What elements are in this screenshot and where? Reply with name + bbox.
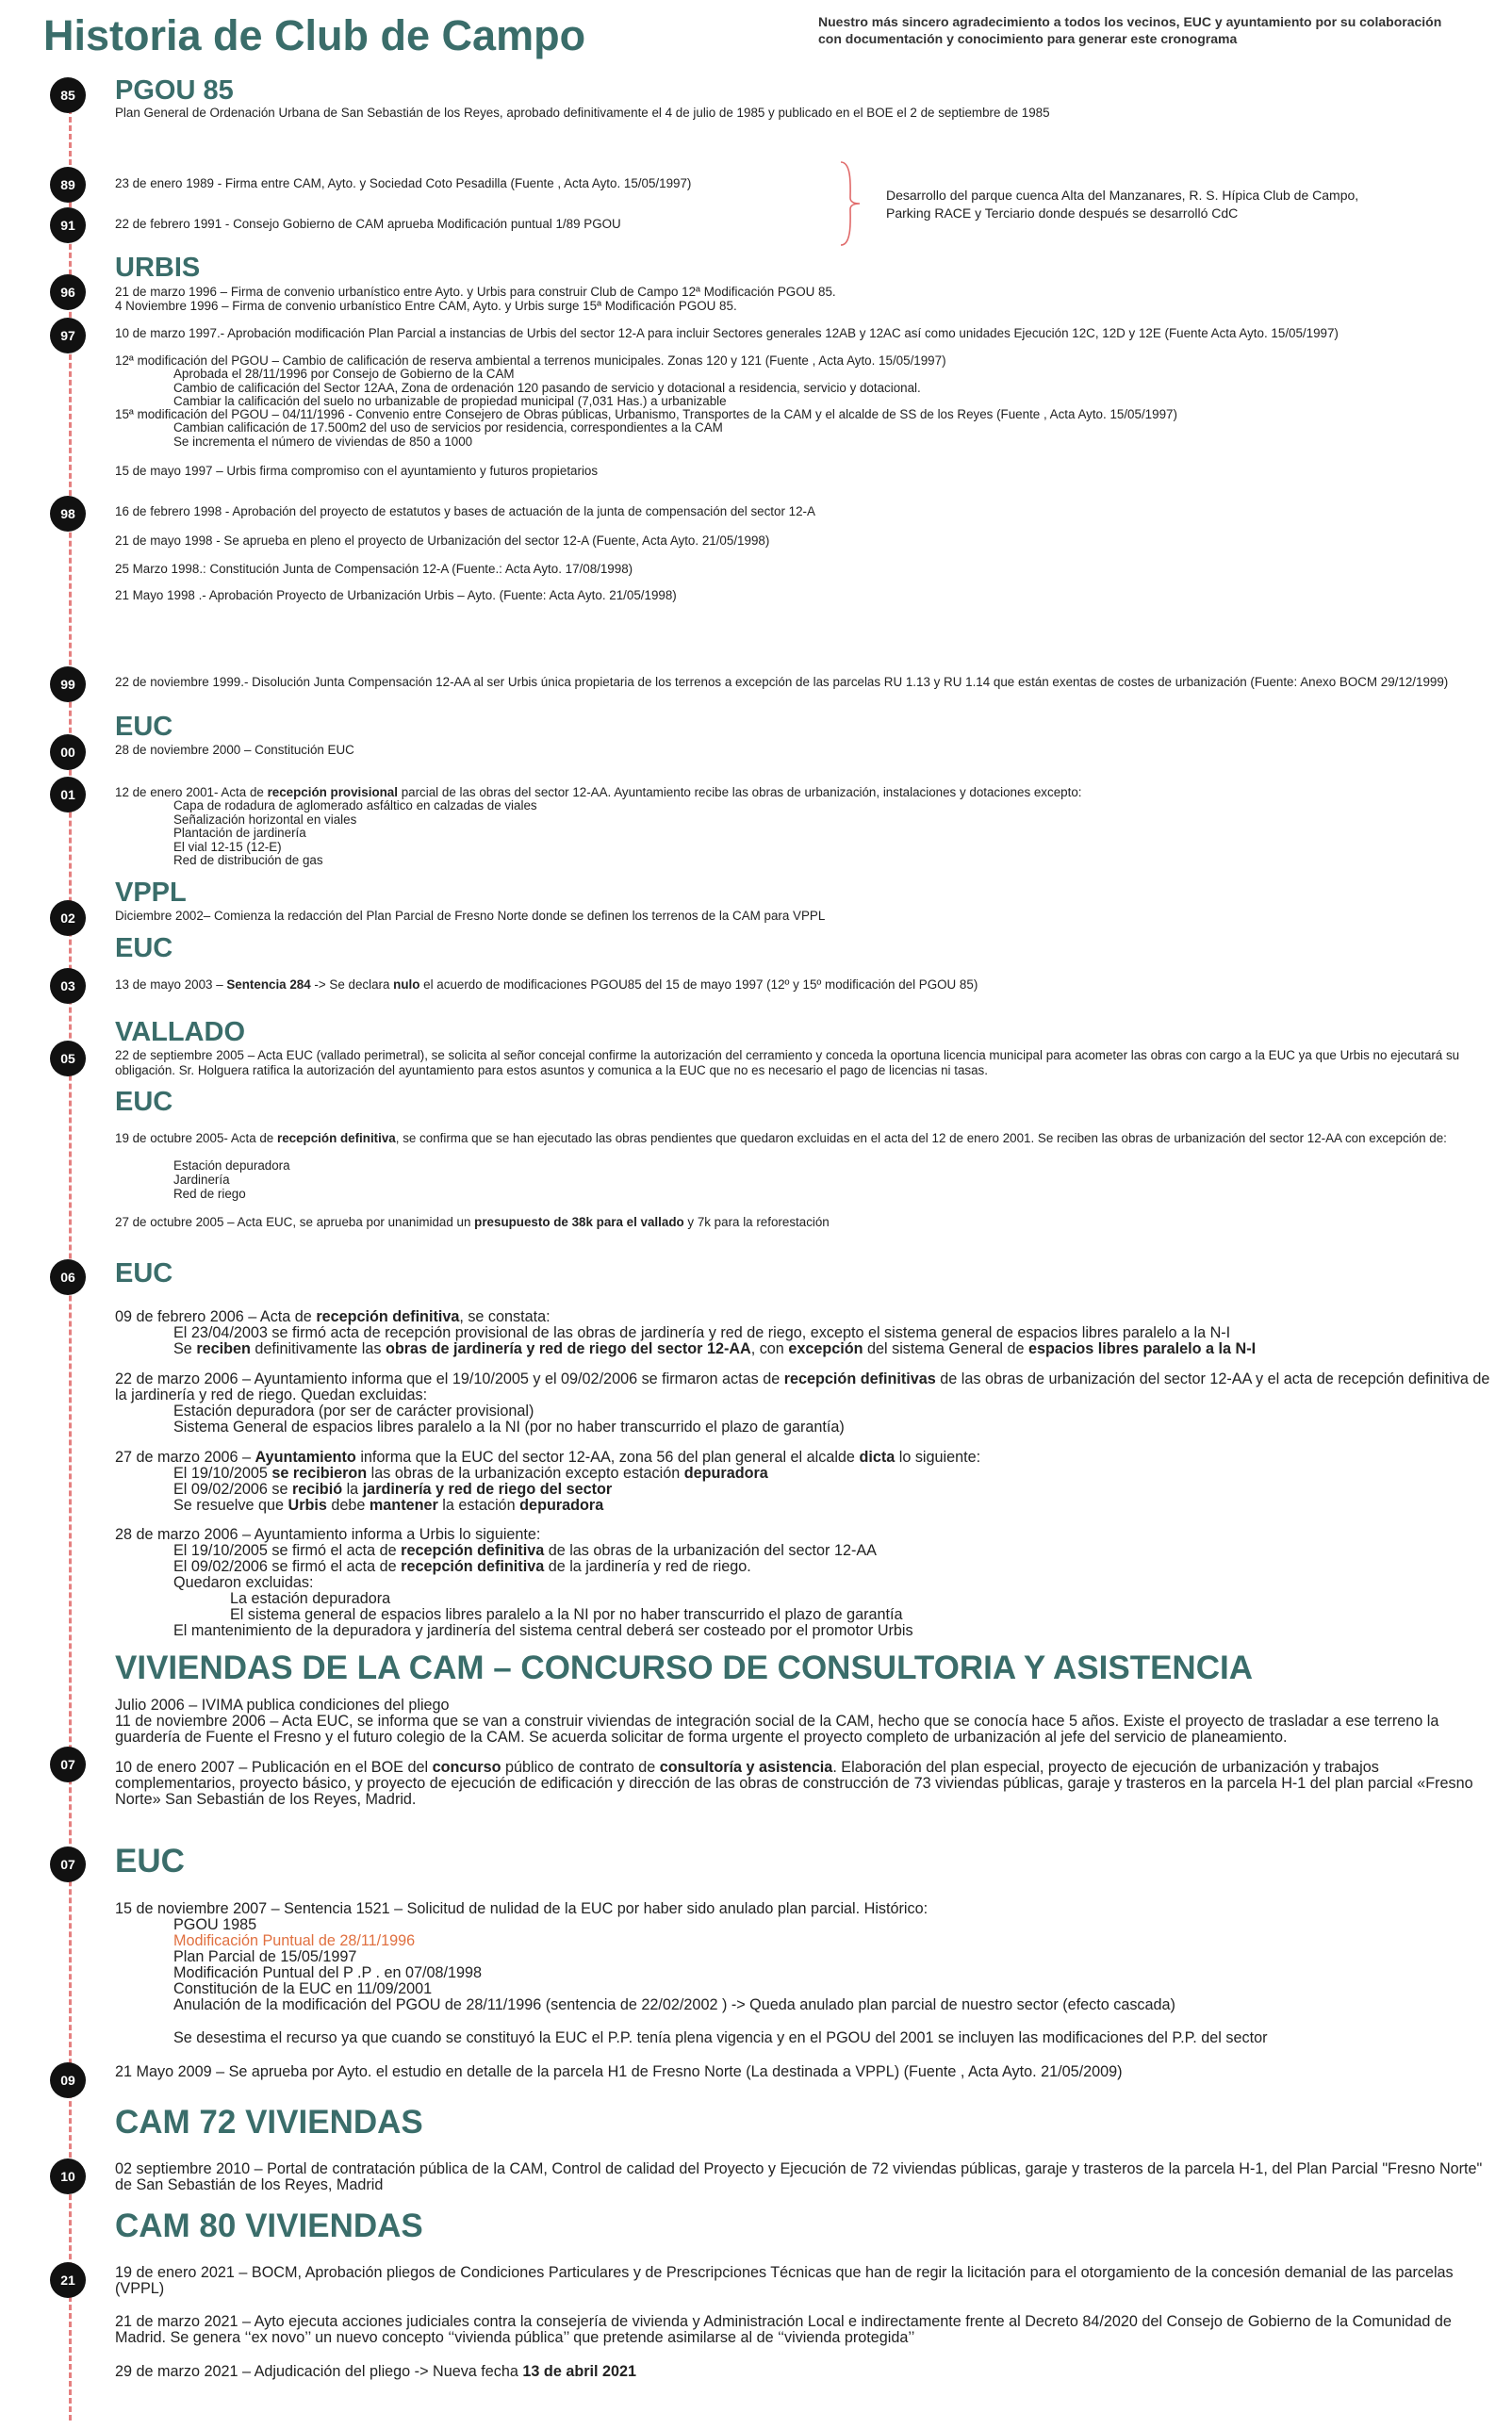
entry-subline: El vial 12-15 (12-E) xyxy=(173,840,282,854)
entry-subline: El 19/10/2005 se recibieron las obras de la urbanización excepto estación depuradora xyxy=(173,1465,768,1482)
entry-line: 21 de marzo 1996 – Firma de convenio urbanístico entre Ayto. y Urbis para construir Club de Campo 12ª Modificación PGOU 85. xyxy=(115,285,836,299)
year-marker-03: 03 xyxy=(50,968,86,1004)
entry-subline: Constitución de la EUC en 11/09/2001 xyxy=(173,1980,433,1997)
entry-subline: Se incrementa el número de viviendas de 850 a 1000 xyxy=(173,435,473,449)
entry-subline-highlight: Modificación Puntual de 28/11/1996 xyxy=(173,1932,416,1949)
section-heading-euc: EUC xyxy=(115,1258,173,1288)
acknowledgement-text: Nuestro más sincero agradecimiento a todos los vecinos, EUC y ayuntamiento por su colaboración con documentación y conocimiento para generar este cronograma xyxy=(818,14,1442,46)
entry-line: 25 Marzo 1998.: Constitución Junta de Compensación 12-A (Fuente.: Acta Ayto. 17/08/1998) xyxy=(115,562,633,576)
entry-subline: Capa de rodadura de aglomerado asfáltico en calzadas de viales xyxy=(173,798,537,812)
year-marker-98: 98 xyxy=(50,496,86,532)
entry-subline: Cambio de calificación del Sector 12AA, Zona de ordenación 120 pasando de servicio y dotacional a residencia, servicio y dotacional. xyxy=(173,381,921,395)
entry-line: 22 de marzo 2006 – Ayuntamiento informa que el 19/10/2005 y el 09/02/2006 se firmaron actas de recepción definitivas de las obras de urbanización del sector 12-AA y el acta de recepción definitiva de la jardinería y red de riego. Quedan excluidas: xyxy=(115,1370,1490,1403)
entry-line: 23 de enero 1989 - Firma entre CAM, Ayto. y Sociedad Coto Pesadilla (Fuente , Acta Ayto. 15/05/1997) xyxy=(115,176,692,190)
year-marker-91: 91 xyxy=(50,207,86,243)
page-title: Historia de Club de Campo xyxy=(43,11,586,59)
year-marker-07a: 07 xyxy=(50,1747,86,1782)
entry-subline: Cambiar la calificación del suelo no urbanizable de propiedad municipal (7,031 Has.) a urbanizable xyxy=(173,394,727,408)
entry-line: 29 de marzo 2021 – Adjudicación del pliego -> Nueva fecha 13 de abril 2021 xyxy=(115,2363,637,2380)
entry-line: Julio 2006 – IVIMA publica condiciones del pliego xyxy=(115,1697,450,1714)
year-marker-01: 01 xyxy=(50,777,86,812)
entry-line: 10 de marzo 1997.- Aprobación modificación Plan Parcial a instancias de Urbis del sector 12-A para incluir Sectores generales 12AB y 12AC así como unidades Ejecución 12C, 12D y 12E (Fuente Acta Ayto. 15/05/1997) xyxy=(115,326,1339,340)
entry-subline: Señalización horizontal en viales xyxy=(173,812,357,827)
entry-subline: Estación depuradora xyxy=(173,1158,290,1173)
entry-subline: Red de riego xyxy=(173,1187,246,1201)
entry-subline: Se resuelve que Urbis debe mantener la estación depuradora xyxy=(173,1497,604,1514)
section-heading-pgou85: PGOU 85 xyxy=(115,75,234,106)
entry-line: 21 de mayo 1998 - Se aprueba en pleno el proyecto de Urbanización del sector 12-A (Fuente, Acta Ayto. 21/05/1998) xyxy=(115,533,770,548)
entry-line: 22 de septiembre 2005 – Acta EUC (vallado perimetral), se solicita al señor concejal confirme la autorización del cerramiento y conceda la oportuna licencia municipal para acometer las obras con cargo a la EUC ya que Urbis no ejecutará su obligación. Sr. Holguera ratifica la autorización del ayuntamiento para estos asuntos y comunica a la EUC que no es necesario el pago de licencias ni tasas. xyxy=(115,1048,1460,1077)
entry-subline: Sistema General de espacios libres paralelo a la NI (por no haber transcurrido el plazo de garantía) xyxy=(173,1419,845,1436)
entry-subline: El 09/02/2006 se recibió la jardinería y red de riego del sector xyxy=(173,1481,613,1498)
entry-subline: El 23/04/2003 se firmó acta de recepción provisional de las obras de jardinería y red de riego, excepto el sistema general de espacios libres paralelo a la N-I xyxy=(173,1324,1231,1341)
section-heading-euc: EUC xyxy=(115,712,173,742)
year-marker-97: 97 xyxy=(50,318,86,353)
year-marker-89: 89 xyxy=(50,167,86,203)
entry-subline: Plantación de jardinería xyxy=(173,826,306,840)
year-marker-96: 96 xyxy=(50,274,86,310)
entry-subline: Modificación Puntual del P .P . en 07/08/1998 xyxy=(173,1964,482,1981)
entry-line: 22 de noviembre 1999.- Disolución Junta Compensación 12-AA al ser Urbis única propietaria de los terrenos a excepción de las parcelas RU 1.13 y RU 1.14 que están exentas de costes de urbanización (Fuente: Anexo BOCM 29/12/1999) xyxy=(115,675,1449,689)
entry-line: Diciembre 2002– Comienza la redacción del Plan Parcial de Fresno Norte donde se definen los terrenos de la CAM para VPPL xyxy=(115,909,826,923)
entry-subline: Anulación de la modificación del PGOU de 28/11/1996 (sentencia de 22/02/2002 ) -> Queda anulado plan parcial de nuestro sector (efecto cascada) xyxy=(173,1996,1175,2013)
year-marker-06: 06 xyxy=(50,1259,86,1295)
year-marker-02: 02 xyxy=(50,900,86,936)
year-marker-07b: 07 xyxy=(50,1846,86,1882)
entry-subline: Red de distribución de gas xyxy=(173,853,323,867)
entry-subline: Quedaron excluidas: xyxy=(173,1574,314,1591)
section-heading-vppl: VPPL xyxy=(115,878,187,908)
section-heading-vallado: VALLADO xyxy=(115,1017,246,1047)
entry-line: 15ª modificación del PGOU – 04/11/1996 - Convenio entre Consejero de Obras públicas, Urbanismo, Transportes de la CAM y el alcalde de SS de los Reyes (Fuente , Acta Ayto. 15/05/1997) xyxy=(115,407,1177,421)
section-heading-euc: EUC xyxy=(115,933,173,963)
section-heading-euc: EUC xyxy=(115,1087,173,1117)
entry-line: 15 de mayo 1997 – Urbis firma compromiso con el ayuntamiento y futuros propietarios xyxy=(115,464,599,478)
entry-subline: El 09/02/2006 se firmó el acta de recepción definitiva de la jardinería y red de riego. xyxy=(173,1558,751,1575)
section-heading-cam80: CAM 80 VIVIENDAS xyxy=(115,2207,423,2244)
section-heading-euc: EUC xyxy=(115,1843,185,1879)
entry-line: 09 de febrero 2006 – Acta de recepción definitiva, se constata: xyxy=(115,1308,551,1325)
entry-line: 16 de febrero 1998 - Aprobación del proyecto de estatutos y bases de actuación de la junta de compensación del sector 12-A xyxy=(115,504,815,518)
entry-line: 15 de noviembre 2007 – Sentencia 1521 – Solicitud de nulidad de la EUC por haber sido anulado plan parcial. Histórico: xyxy=(115,1900,929,1917)
entry-line: Plan General de Ordenación Urbana de San Sebastián de los Reyes, aprobado definitivamente el 4 de julio de 1985 y publicado en el BOE el 2 de septiembre de 1985 xyxy=(115,106,1050,120)
entry-line: 12 de enero 2001- Acta de recepción provisional parcial de las obras del sector 12-AA. Ayuntamiento recibe las obras de urbanización, instalaciones y dotaciones excepto: xyxy=(115,785,1082,799)
curly-brace-icon xyxy=(839,160,862,247)
year-marker-05: 05 xyxy=(50,1041,86,1076)
entry-line: 28 de marzo 2006 – Ayuntamiento informa a Urbis lo siguiente: xyxy=(115,1526,541,1543)
entry-line: 19 de octubre 2005- Acta de recepción definitiva, se confirma que se han ejecutado las obras pendientes que quedaron excluidas en el acta del 12 de enero 2001. Se reciben las obras de urbanización del sector 12-AA con excepción de: xyxy=(115,1131,1447,1145)
entry-line: 28 de noviembre 2000 – Constitución EUC xyxy=(115,743,354,757)
year-marker-99: 99 xyxy=(50,666,86,702)
side-note: Desarrollo del parque cuenca Alta del Manzanares, R. S. Hípica Club de Campo, Parking RACE y Terciario donde después se desarrolló CdC xyxy=(886,188,1359,221)
year-marker-10: 10 xyxy=(50,2158,86,2194)
entry-subline: Aprobada el 28/11/1996 por Consejo de Gobierno de la CAM xyxy=(173,367,515,381)
entry-line: 27 de marzo 2006 – Ayuntamiento informa que la EUC del sector 12-AA, zona 56 del plan general el alcalde dicta lo siguiente: xyxy=(115,1449,981,1466)
entry-line: 27 de octubre 2005 – Acta EUC, se aprueba por unanimidad un presupuesto de 38k para el vallado y 7k para la reforestación xyxy=(115,1215,830,1229)
section-heading-urbis: URBIS xyxy=(115,253,201,283)
entry-line: 02 septiembre 2010 – Portal de contratación pública de la CAM, Control de calidad del Proyecto y Ejecución de 72 viviendas públicas, garaje y trasteros de la parcela H-1, del Plan Parcial "Fresno Norte" de San Sebastián de los Reyes, Madrid xyxy=(115,2160,1483,2193)
entry-line: 21 de marzo 2021 – Ayto ejecuta acciones judiciales contra la consejería de vivienda y Administración Local e indirectamente frente al Decreto 84/2020 del Consejo de Gobierno de la Comunidad de Madrid. Se genera ‘‘ex novo’’ un nuevo concepto ‘‘vivienda pública’’ que pretende asimilarse al de ‘‘vivienda protegida’’ xyxy=(115,2313,1452,2346)
entry-subline: Jardinería xyxy=(173,1173,230,1187)
entry-subline: Cambian calificación de 17.500m2 del uso de servicios por residencia, correspondientes a la CAM xyxy=(173,420,723,435)
entry-subline: PGOU 1985 xyxy=(173,1916,257,1933)
entry-line: 19 de enero 2021 – BOCM, Aprobación pliegos de Condiciones Particulares y de Prescripciones Técnicas que han de regir la licitación para el otorgamiento de la concesión demanial de las parcelas (VPPL) xyxy=(115,2264,1454,2297)
entry-line: 21 Mayo 1998 .- Aprobación Proyecto de Urbanización Urbis – Ayto. (Fuente: Acta Ayto. 21/05/1998) xyxy=(115,588,677,602)
entry-line: 21 Mayo 2009 – Se aprueba por Ayto. el estudio en detalle de la parcela H1 de Fresno Norte (La destinada a VPPL) (Fuente , Acta Ayto. 21/05/2009) xyxy=(115,2063,1123,2080)
entry-line: 11 de noviembre 2006 – Acta EUC, se informa que se van a construir viviendas de integración social de la CAM, hecho que se conocía hace 5 años. Existe el proyecto de trasladar a ese terreno la guardería de Fuente el Fresno y el futuro colegio de la CAM. Se acuerda solicitar de forma urgente el proyecto completo de urbanización al jefe del servicio de planeamiento. xyxy=(115,1713,1439,1746)
section-heading-viviendas: VIVIENDAS DE LA CAM – CONCURSO DE CONSULTORIA Y ASISTENCIA xyxy=(115,1649,1253,1686)
entry-subline: La estación depuradora xyxy=(230,1590,391,1607)
entry-subline: El 19/10/2005 se firmó el acta de recepción definitiva de las obras de la urbanización del sector 12-AA xyxy=(173,1542,877,1559)
entry-subline: El sistema general de espacios libres paralelo a la NI por no haber transcurrido el plazo de garantía xyxy=(230,1606,903,1623)
entry-subline: Plan Parcial de 15/05/1997 xyxy=(173,1948,357,1965)
entry-line: 10 de enero 2007 – Publicación en el BOE del concurso público de contrato de consultoría y asistencia. Elaboración del plan especial, proyecto de ejecución de urbanización y trabajos complementarios, proyecto básico, y proyecto de ejecución de edificación y dirección de las obras de construcción de 73 viviendas públicas, garaje y trasteros en la parcela H-1 del plan parcial «Fresno Norte» San Sebastián de los Reyes, Madrid. xyxy=(115,1759,1473,1808)
year-marker-21: 21 xyxy=(50,2262,86,2298)
year-marker-85: 85 xyxy=(50,77,86,113)
year-marker-09: 09 xyxy=(50,2062,86,2098)
entry-subline: Se desestima el recurso ya que cuando se constituyó la EUC el P.P. tenía plena vigencia y en el PGOU del 2001 se incluyen las modificaciones del P.P. del sector xyxy=(173,2029,1268,2046)
year-marker-00: 00 xyxy=(50,734,86,770)
section-heading-cam72: CAM 72 VIVIENDAS xyxy=(115,2104,423,2141)
entry-line: 12ª modificación del PGOU – Cambio de calificación de reserva ambiental a terrenos municipales. Zonas 120 y 121 (Fuente , Acta Ayto. 15/05/1997) xyxy=(115,353,946,368)
entry-line: 22 de febrero 1991 - Consejo Gobierno de CAM aprueba Modificación puntual 1/89 PGOU xyxy=(115,217,621,231)
entry-line: 13 de mayo 2003 – Sentencia 284 -> Se declara nulo el acuerdo de modificaciones PGOU85 del 15 de mayo 1997 (12º y 15º modificación del PGOU 85) xyxy=(115,977,978,992)
entry-subline: Estación depuradora (por ser de carácter provisional) xyxy=(173,1403,534,1420)
entry-line: 4 Noviembre 1996 – Firma de convenio urbanístico Entre CAM, Ayto. y Urbis surge 15ª Modificación PGOU 85. xyxy=(115,299,737,313)
entry-subline: Se reciben definitivamente las obras de jardinería y red de riego del sector 12-AA, con excepción del sistema General de espacios libres paralelo a la N-I xyxy=(173,1340,1257,1357)
entry-subline: El mantenimiento de la depuradora y jardinería del sistema central deberá ser costeado por el promotor Urbis xyxy=(173,1622,913,1639)
